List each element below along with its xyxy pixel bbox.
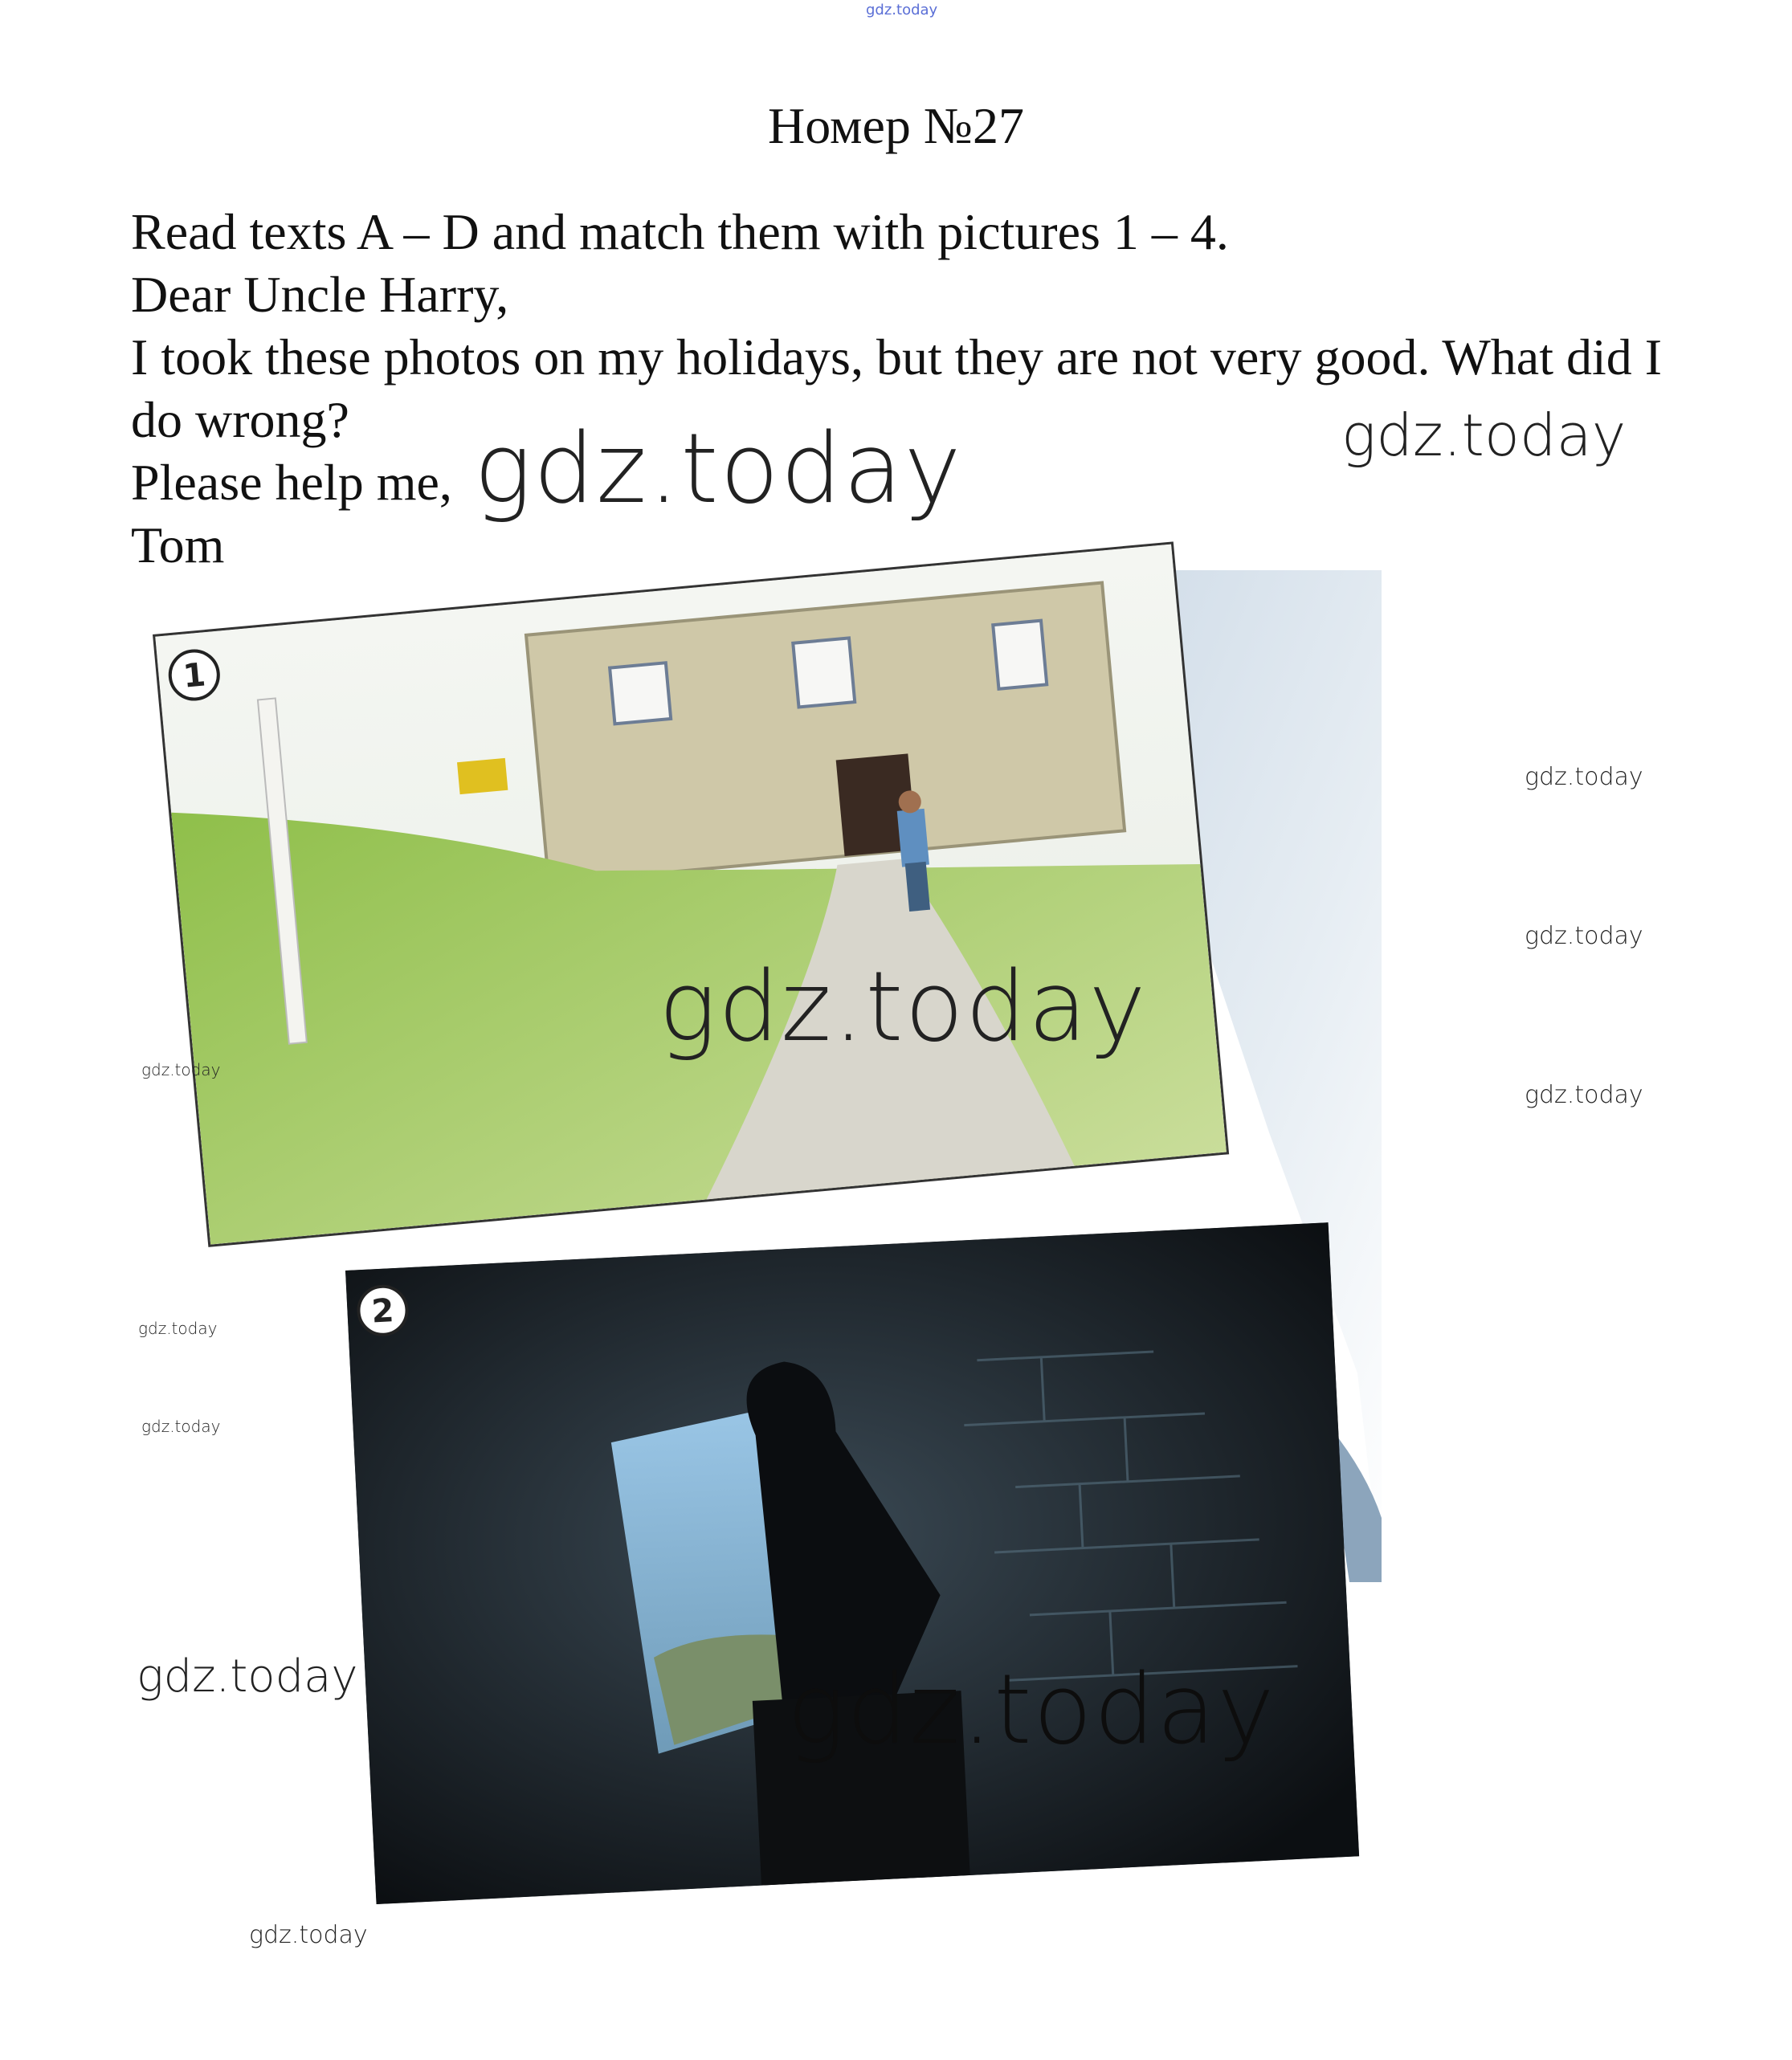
watermark: gdz.today	[1525, 922, 1643, 950]
watermark: gdz.today	[137, 1650, 358, 1703]
picture-2-image	[345, 1222, 1359, 1904]
watermark: gdz.today	[249, 1921, 368, 1949]
watermark: gdz.today	[659, 952, 1148, 1063]
letter-body: I took these photos on my holidays, but they are not very good. What did I do wrong?	[131, 328, 1663, 448]
page-title: Номер №27	[768, 97, 1024, 154]
letter-closing: Please help me,	[131, 454, 452, 511]
task-instruction: Read texts A – D and match them with pictures 1 – 4.	[131, 203, 1229, 260]
watermark: gdz.today	[141, 1417, 221, 1436]
watermark: gdz.today	[1525, 763, 1643, 791]
letter-greeting: Dear Uncle Harry,	[131, 266, 509, 323]
picture-1-image	[155, 545, 1227, 1245]
picture-2-number: 2	[370, 1292, 395, 1331]
watermark: gdz.today	[138, 1319, 218, 1338]
letter-signature: Tom	[131, 516, 225, 573]
watermark: gdz.today	[474, 414, 963, 525]
watermark: gdz.today	[787, 1654, 1276, 1766]
watermark: gdz.today	[1525, 1081, 1643, 1109]
watermark: gdz.today	[141, 1060, 221, 1079]
picture-1-number: 1	[181, 656, 207, 696]
watermark: gdz.today	[1341, 402, 1627, 469]
picture-1	[153, 541, 1229, 1246]
site-mark: gdz.today	[866, 2, 938, 18]
picture-2	[345, 1222, 1359, 1904]
